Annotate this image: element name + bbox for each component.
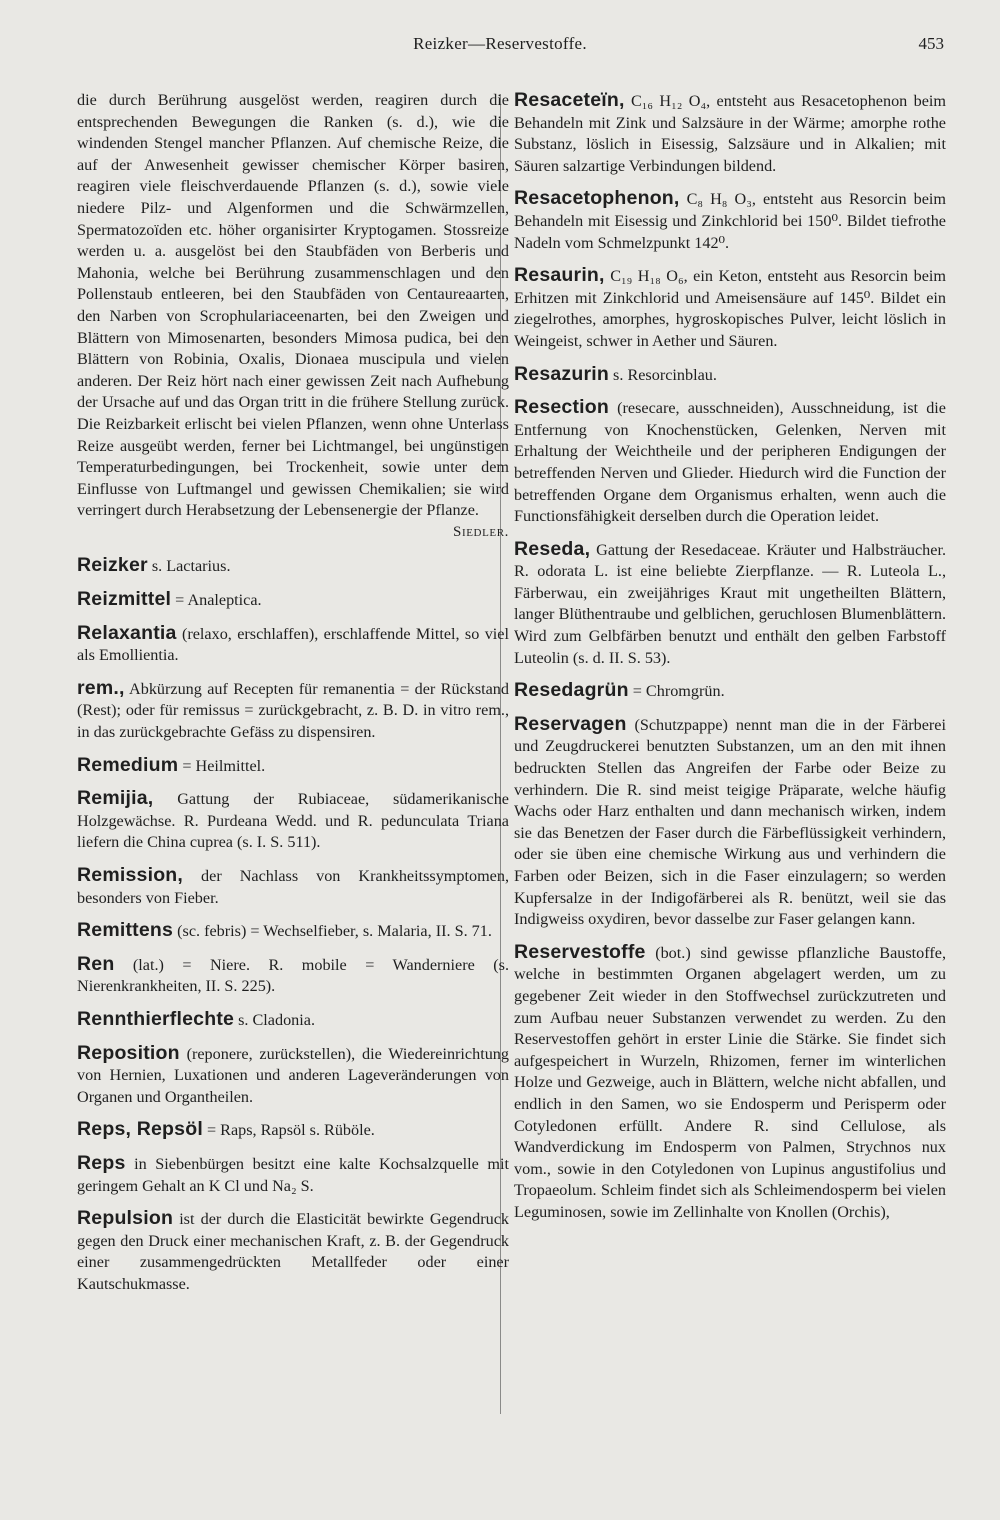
- entry-headword: Reservestoffe: [514, 940, 646, 963]
- entry-headword: rem.,: [77, 676, 125, 699]
- dictionary-entry: [77, 1009, 509, 1032]
- entry-definition: Abkürzung auf Recepten für remanentia = der Rückstand (Rest); oder für remissus = zurückgebracht, z. B. D. in vitro rem., in das zurückgebrachte Gefäss zu dispensiren.: [77, 679, 509, 742]
- left-entry-list: [77, 555, 509, 1295]
- left-column: [77, 90, 509, 1307]
- right-column: [514, 90, 946, 1235]
- entry-headword: Ren: [77, 952, 115, 975]
- dictionary-entry: [514, 680, 946, 703]
- dictionary-entry: [77, 755, 509, 778]
- entry-definition: (lat.) = Niere. R. mobile = Wanderniere (s. Nierenkrankheiten, II. S. 225).: [77, 955, 509, 996]
- dictionary-entry: [77, 920, 509, 943]
- entry-headword: Reizker: [77, 554, 148, 577]
- entry-definition: Gattung der Resedaceae. Kräuter und Halbsträucher. R. odorata L. ist eine beliebte Zierpflanze. — R. Luteola L., Färberwau, ein zweijähriges Kraut mit ungetheilten Blättern, langer Blüthentraube und gelblichen, geruchlosen Blumenblättern. Wird zum Gelbfärben benutzt und enthält den gelben Farbstoff Luteolin (s. d. II. S. 53).: [514, 540, 946, 667]
- entry-definition: C₁₆ H₁₂ O₄, entsteht aus Resacetophenon beim Behandeln mit Zink und Salzsäure in der Wärme; amorphe rothe Substanz, löslich in Eisessig, Salzsäure und in Alkalien; mit Säuren salzartige Verbindungen bildend.: [514, 92, 946, 175]
- entry-definition: (resecare, ausschneiden), Ausschneidung, ist die Entfernung von Knochenstücken, Gelenken, Nerven mit Erhaltung der Weichtheile und der peripheren Endigungen der betreffenden Nerven und Glieder. Hiedurch wird die Function der betreffenden Organe dem Organismus erhalten, wenn auch die Functionsfähigkeit derselben durch die Operation leidet.: [514, 399, 946, 526]
- dictionary-entry: [77, 678, 509, 744]
- entry-headword: Resazurin: [514, 362, 609, 385]
- entry-definition: in Siebenbürgen besitzt eine kalte Kochsalzquelle mit geringem Gehalt an K Cl und Na₂ S.: [77, 1154, 509, 1195]
- dictionary-entry: [514, 714, 946, 931]
- entry-definition: (bot.) sind gewisse pflanzliche Baustoffe, welche in bestimmten Organen abgelagert werden, um zu gegebener Zeit wieder in den Stoffwechsel zurückzutreten und zum Aufbau neuer Substanzen verwendet zu werden. Zu den Reservestoffen gehört in erster Linie die Stärke. Sie findet sich aufgespeichert in Wurzeln, Rhizomen, ferner im winterlichen Holze und Gezweige, auch in Blättern, welche nicht abfallen, und endlich in den Samen, wo sie Endosperm und Perisperm oder Cotyledonen erfüllt. Andere R. sind Cellulose, als Wandverdickung im Endosperm von Palmen, Strychnos nux vom., sowie in den Cotyledonen von Lupinus angustifolius und Tropaeolum. Schleim findet sich als Schleimendosperm bei vielen Leguminosen, sowie im Zellinhalte von Knollen (Orchis),: [514, 943, 946, 1221]
- entry-headword: Reps, Repsöl: [77, 1118, 203, 1141]
- entry-headword: Resacetophenon,: [514, 187, 680, 210]
- entry-definition: = Chromgrün.: [628, 682, 725, 701]
- entry-definition: = Analeptica.: [171, 591, 262, 610]
- dictionary-entry: [514, 942, 946, 1224]
- entry-headword: Resection: [514, 396, 609, 419]
- entry-headword: Reseda,: [514, 537, 591, 560]
- entry-headword: Remittens: [77, 919, 174, 942]
- entry-definition: (sc. febris) = Wechselfieber, s. Malaria, II. S. 71.: [173, 922, 492, 941]
- dictionary-entry: [77, 865, 509, 909]
- entry-headword: Remission,: [77, 864, 184, 886]
- dictionary-entry: [514, 397, 946, 528]
- dictionary-entry: [77, 555, 509, 578]
- entry-headword: Resaceteïn,: [514, 89, 625, 111]
- dictionary-entry: [77, 1043, 509, 1109]
- entry-headword: Resaurin,: [514, 264, 605, 287]
- entry-definition: = Heilmittel.: [178, 756, 266, 775]
- dictionary-entry: [514, 265, 946, 352]
- entry-definition: der Nachlass von Krankheitssymptomen, besonders von Fieber.: [77, 867, 509, 907]
- dictionary-entry: [77, 788, 509, 854]
- running-head: Reizker—Reservestoffe.: [413, 34, 587, 53]
- dictionary-entry: [77, 1208, 509, 1295]
- entry-headword: Reposition: [77, 1041, 180, 1064]
- entry-headword: Rennthierflechte: [77, 1007, 235, 1030]
- entry-headword: Remedium: [77, 753, 179, 776]
- entry-definition: s. Cladonia.: [234, 1010, 315, 1029]
- author-signature: Siedler.: [453, 523, 509, 540]
- entry-headword: Reservagen: [514, 712, 627, 735]
- dictionary-entry: [514, 90, 946, 177]
- continued-paragraph-text: die durch Berührung ausgelöst werden, reagiren durch die entsprechenden Bewegungen die Ranken (s. d.), wie die windenden Stengel mancher Pflanzen. Auf chemische Reize, die auf der Anwesenheit gewisser chemischer Körper basiren, reagiren viele fleischverdauende Pflanzen (s. d.), sowie viele niedere Pilz- und Algenformen und die Schwärmzellen, Spermatozoïden etc. höher organisirter Kryptogamen. Stossreize werden u. a. ausgelöst bei den Staubfäden von Berberis und Mahonia, welche bei Berührung zusammenschlagen und den Pollenstaub entleeren, bei den Staubfäden von Centaureaarten, den Narben von Scrophulariaceenarten, bei den Zweigen und Blättern von Mimosenarten, besonders Mimosa pudica, bei den Blättern von Robinia, Oxalis, Dionaea muscipula und vielen anderen. Der Reiz hört nach einer gewissen Zeit nach Aufhebung der Ursache auf und das Organ tritt in die frühere Stellung zurück. Die Reizbarkeit erlischt bei vielen Pflanzen, wenn ohne Unterlass Reize ausgeübt werden, ferner bei Lichtmangel, bei ungünstigen Temperaturbedingungen, bei Trockenheit, sowie unter dem Einflusse von Luftmangel und gewissen Chemikalien; sie wird verringert durch Herabsetzung der Lebensenergie der Pflanze.: [77, 91, 509, 520]
- dictionary-entry: [77, 623, 509, 667]
- entry-headword: Repulsion: [77, 1207, 174, 1230]
- dictionary-entry: [77, 954, 509, 998]
- dictionary-entry: [514, 188, 946, 254]
- entry-definition: = Raps, Rapsöl s. Rüböle.: [202, 1121, 375, 1140]
- dictionary-entry: [514, 364, 946, 387]
- entry-definition: (reponere, zurückstellen), die Wiedereinrichtung von Hernien, Luxationen und anderen Lageveränderungen von Organen und Organtheilen.: [77, 1044, 509, 1106]
- continued-paragraph: [77, 90, 509, 543]
- entry-definition: ist der durch die Elasticität bewirkte Gegendruck gegen den Druck einer mechanischen Kraft, z. B. der Gegendruck einer zusammengedrückten Metallfeder oder einer Kautschukmasse.: [77, 1210, 509, 1293]
- dictionary-entry: [77, 1153, 509, 1197]
- dictionary-entry: [77, 589, 509, 612]
- entry-definition: Gattung der Rubiaceae, südamerikanische Holzgewächse. R. Purdeana Wedd. und R. pedunculata Triana liefern die China cuprea (s. I. S. 511).: [77, 790, 509, 852]
- entry-definition: (Schutzpappe) nennt man die in der Färberei und Zeugdruckerei benutzten Substanzen, um an den mit ihnen bedruckten Stellen das Angreifen der Farbe oder Beize zu verhindern. Die R. sind meist teigige Präparate, welche häufig Wachs oder Harz enthalten und dann mechanisch wirken, indem sie das Benetzen der Faser durch die Färbeflüssigkeit verhindern, oder sie üben eine chemische Wirkung aus und verhindern die Farben oder Beizen, sich in die Faser einzulagern; so werden Kupfersalze in der Indigofärberei als R. benützt, weil sie das Indigweiss oxydiren, bevor dasselbe zur Faser gelangen kann.: [514, 715, 946, 929]
- dictionary-entry: [514, 539, 946, 670]
- page-number: 453: [918, 34, 944, 53]
- entry-definition: C₈ H₈ O₃, entsteht aus Resorcin beim Behandeln mit Eisessig und Zinkchlorid bei 150⁰. Bildet tiefrothe Nadeln vom Schmelzpunkt 142⁰.: [514, 190, 946, 252]
- entry-definition: s. Lactarius.: [147, 557, 231, 576]
- right-entry-list: [514, 90, 946, 1224]
- entry-definition: C₁₉ H₁₈ O₆, ein Keton, entsteht aus Resorcin beim Erhitzen mit Zinkchlorid und Ameisensäure auf 145⁰. Bildet ein ziegelrothes, amorphes, hygroskopisches Pulver, leicht löslich in Weingeist, schwer in Aether und Säuren.: [514, 267, 946, 350]
- entry-headword: Resedagrün: [514, 679, 629, 702]
- dictionary-entry: [77, 1119, 509, 1142]
- entry-headword: Remijia,: [77, 787, 154, 810]
- entry-definition: s. Resorcinblau.: [609, 365, 717, 384]
- entry-definition: (relaxo, erschlaffen), erschlaffende Mittel, so viel als Emollientia.: [77, 624, 509, 665]
- entry-headword: Reps: [77, 1151, 126, 1174]
- entry-headword: Relaxantia: [77, 621, 177, 644]
- entry-headword: Reizmittel: [77, 588, 172, 611]
